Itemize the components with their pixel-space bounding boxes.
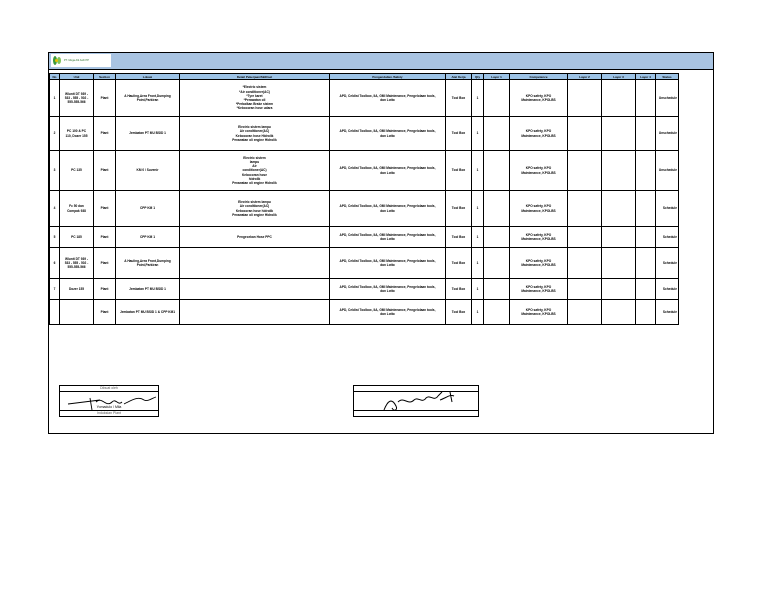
cell-line: hidrolik bbox=[248, 176, 261, 181]
column-header: Status bbox=[656, 74, 679, 80]
cell-line: lampu bbox=[249, 159, 260, 164]
cell-safety bbox=[330, 300, 446, 325]
empty-cell bbox=[636, 300, 656, 325]
cell-line: 533 - 555 - 502 - bbox=[64, 260, 89, 265]
cell-safety bbox=[330, 80, 446, 117]
signature-left-name: Yomadulo / Mila bbox=[96, 405, 122, 409]
empty-cell bbox=[602, 117, 636, 151]
cell-lokasi bbox=[116, 300, 180, 325]
cell-line: APD, Celdist Toolbox, IIA, GMI Maintenance, Pengelolaan tools, bbox=[339, 258, 436, 263]
cell-line: APD, Celdist Toolbox, IIA, GMI Maintenance, Pengelolaan tools, bbox=[339, 129, 436, 134]
cell-line: Maintenance, KPOLBS bbox=[521, 208, 556, 213]
company-logo bbox=[51, 54, 111, 67]
cell-tool: Tool Box bbox=[446, 80, 472, 117]
empty-cell bbox=[602, 227, 636, 248]
cell-no: 6 bbox=[50, 248, 60, 279]
cell-qty: 1 bbox=[472, 227, 484, 248]
cell-line: Kebocoran hose hidrolik bbox=[235, 208, 274, 213]
cell-tool: Tool Box bbox=[446, 279, 472, 300]
cell-line: Electric sistem lampu bbox=[238, 125, 271, 130]
cell-line: dan Lotto bbox=[380, 289, 395, 293]
column-header: Pengendalian /Safety bbox=[330, 74, 446, 80]
empty-cell bbox=[602, 151, 636, 191]
cell-line: Pengecekan Hose PPC bbox=[237, 234, 272, 239]
column-header: Layer 2 bbox=[568, 74, 602, 80]
cell-line: KPO safety, KPO bbox=[525, 284, 552, 289]
cell-status: Schedule bbox=[656, 300, 679, 325]
cell-status: Schedule bbox=[656, 248, 679, 279]
cell-lokasi bbox=[116, 117, 180, 151]
cell-line: PC 135 bbox=[71, 168, 82, 173]
cell-unit bbox=[60, 300, 94, 325]
empty-cell bbox=[568, 151, 602, 191]
cell-line: dan Lotto bbox=[380, 208, 395, 213]
cell-line: A Hauling,Area Front,Dumping bbox=[124, 93, 171, 98]
cell-line: KPO safety, KPO bbox=[525, 204, 552, 209]
cell-line: APD, Celdist Toolbox, IIA, GMI Maintenance, Pengelolaan tools, bbox=[339, 232, 436, 237]
column-header: Alat Kerja bbox=[446, 74, 472, 80]
cell-line: PC 185 bbox=[71, 234, 82, 239]
empty-cell bbox=[484, 80, 510, 117]
column-header: Section bbox=[94, 74, 116, 80]
signature-right bbox=[353, 385, 479, 417]
cell-tool: Tool Box bbox=[446, 227, 472, 248]
cell-lokasi bbox=[116, 191, 180, 227]
cell-section: Plant bbox=[94, 80, 116, 117]
cell-line: Perawatan oli engine Hidrolik bbox=[232, 137, 277, 142]
cell-status: Schedule bbox=[656, 279, 679, 300]
cell-unit bbox=[60, 227, 94, 248]
cell-section: Plant bbox=[94, 151, 116, 191]
cell-safety bbox=[330, 279, 446, 300]
cell-line: KPO safety, KPO bbox=[525, 307, 552, 312]
cell-line: Point,Parkiran bbox=[136, 98, 159, 102]
empty-cell bbox=[568, 279, 602, 300]
cell-line: APD, Celdist Toolbox, IIA, GMI Maintenance, Pengelolaan tools, bbox=[339, 166, 436, 171]
cell-line: Maintenance, KPOLBS bbox=[521, 98, 556, 102]
cell-qty: 1 bbox=[472, 300, 484, 325]
cell-line: PC 100 & PC bbox=[66, 129, 87, 134]
column-header: Unit bbox=[60, 74, 94, 80]
cell-line: Electric sistem bbox=[243, 155, 266, 160]
column-header: No bbox=[50, 74, 60, 80]
cell-line: APD, Celdist Toolbox, IIA, GMI Maintenance, Pengelolaan tools, bbox=[339, 204, 436, 209]
cell-competence bbox=[510, 279, 568, 300]
cell-tool: Tool Box bbox=[446, 117, 472, 151]
empty-cell bbox=[636, 80, 656, 117]
empty-cell bbox=[568, 117, 602, 151]
cell-line: Kebocoran hose Hidrolik bbox=[235, 133, 274, 138]
cell-status: Unschedule bbox=[656, 80, 679, 117]
cell-line: Air bbox=[252, 164, 257, 169]
cell-unit bbox=[60, 279, 94, 300]
cell-lokasi bbox=[116, 80, 180, 117]
cell-line: KPO safety, KPO bbox=[525, 93, 552, 98]
table-row bbox=[50, 300, 679, 325]
cell-line: Maintenance, KPOLBS bbox=[521, 170, 556, 175]
cell-detail bbox=[180, 80, 330, 117]
cell-line: Kebocoran hose bbox=[242, 172, 267, 177]
cell-no: 2 bbox=[50, 117, 60, 151]
empty-cell bbox=[484, 248, 510, 279]
cell-safety bbox=[330, 117, 446, 151]
cell-line: Maintenance, KPOLBS bbox=[521, 237, 556, 241]
job-table bbox=[49, 73, 679, 325]
cell-competence bbox=[510, 117, 568, 151]
cell-safety bbox=[330, 248, 446, 279]
empty-cell bbox=[568, 300, 602, 325]
cell-line: KPO safety, KPO bbox=[525, 166, 552, 171]
cell-line: 555-555-566 bbox=[67, 265, 86, 270]
cell-lokasi bbox=[116, 227, 180, 248]
cell-detail bbox=[180, 117, 330, 151]
cell-qty: 1 bbox=[472, 191, 484, 227]
cell-no: 3 bbox=[50, 151, 60, 191]
cell-qty: 1 bbox=[472, 151, 484, 191]
cell-line: APD, Celdist Toolbox, IIA, GMI Maintenance, Pengelolaan tools, bbox=[339, 307, 436, 312]
cell-detail bbox=[180, 151, 330, 191]
cell-line: Air conditioner(AC) bbox=[239, 129, 270, 134]
header-banner bbox=[49, 53, 713, 70]
cell-status: Schedule bbox=[656, 191, 679, 227]
column-header: Layer 3 bbox=[602, 74, 636, 80]
cell-line: APD, Celdist Toolbox, IIA, GMI Maintenance, Pengelolaan tools, bbox=[339, 93, 436, 98]
cell-tool: Tool Box bbox=[446, 300, 472, 325]
cell-unit bbox=[60, 151, 94, 191]
cell-line: *Perbaikan Brake sistem bbox=[235, 102, 274, 107]
cell-line: Maintenance, KPOLBS bbox=[521, 312, 556, 316]
cell-lokasi bbox=[116, 279, 180, 300]
cell-unit bbox=[60, 248, 94, 279]
cell-line: *Kebocoran hose udara bbox=[236, 106, 273, 111]
empty-cell bbox=[484, 300, 510, 325]
table-row bbox=[50, 248, 679, 279]
cell-detail bbox=[180, 191, 330, 227]
cell-no bbox=[50, 300, 60, 325]
empty-cell bbox=[602, 300, 636, 325]
column-header: Layer 1 bbox=[484, 74, 510, 80]
empty-cell bbox=[568, 227, 602, 248]
cell-line: dan Lotto bbox=[380, 237, 395, 241]
empty-cell bbox=[636, 227, 656, 248]
cell-line: conditioner(AC) bbox=[242, 168, 267, 173]
column-header: Detail Pekerjaan/Skill/set bbox=[180, 74, 330, 80]
cell-section: Plant bbox=[94, 191, 116, 227]
column-header: Qty bbox=[472, 74, 484, 80]
leaf-logo-icon bbox=[53, 56, 62, 65]
signature-left-role: Induksian Plant bbox=[97, 411, 121, 415]
table-row bbox=[50, 80, 679, 117]
cell-status: Unschedule bbox=[656, 151, 679, 191]
column-header: Competence bbox=[510, 74, 568, 80]
worksheet bbox=[48, 52, 714, 434]
cell-line: *Air conditioner(AC) bbox=[239, 89, 270, 94]
cell-competence bbox=[510, 248, 568, 279]
empty-cell bbox=[568, 248, 602, 279]
cell-lokasi bbox=[116, 151, 180, 191]
cell-detail bbox=[180, 227, 330, 248]
column-header: Layer 4 bbox=[636, 74, 656, 80]
cell-line: 533 - 555 - 502 - bbox=[64, 95, 89, 100]
cell-line: Dozer 155 bbox=[68, 286, 85, 291]
cell-competence bbox=[510, 80, 568, 117]
empty-cell bbox=[484, 117, 510, 151]
column-header: Lokasi bbox=[116, 74, 180, 80]
empty-cell bbox=[484, 279, 510, 300]
empty-cell bbox=[568, 191, 602, 227]
cell-section: Plant bbox=[94, 279, 116, 300]
empty-cell bbox=[484, 191, 510, 227]
cell-no: 7 bbox=[50, 279, 60, 300]
cell-line: APD, Celdist Toolbox, IIA, GMI Maintenance, Pengelolaan tools, bbox=[339, 284, 436, 289]
cell-line: Jembatan PT MU BSID 1 bbox=[129, 286, 166, 291]
cell-safety bbox=[330, 227, 446, 248]
cell-line: *Tyre karet bbox=[246, 93, 263, 98]
cell-tool: Tool Box bbox=[446, 248, 472, 279]
cell-safety bbox=[330, 151, 446, 191]
handwritten-signature-left bbox=[60, 392, 160, 412]
cell-line: Air conditioner(AC) bbox=[239, 204, 270, 209]
cell-line: Perawatan oli engine Hidrolik bbox=[232, 181, 277, 185]
cell-unit bbox=[60, 80, 94, 117]
cell-no: 4 bbox=[50, 191, 60, 227]
cell-line: dan Lotto bbox=[380, 170, 395, 175]
cell-line: KM 0 / Suvenir bbox=[136, 168, 159, 173]
empty-cell bbox=[484, 227, 510, 248]
cell-line: KPO safety, KPO bbox=[525, 258, 552, 263]
cell-line: Maintenance, KPOLBS bbox=[521, 263, 556, 267]
cell-line: dan Lotto bbox=[380, 133, 395, 138]
cell-competence bbox=[510, 227, 568, 248]
cell-tool: Tool Box bbox=[446, 191, 472, 227]
cell-line: Jembatan PT MU BSID 1 bbox=[129, 131, 166, 136]
cell-detail bbox=[180, 300, 330, 325]
empty-cell bbox=[602, 80, 636, 117]
cell-lokasi bbox=[116, 248, 180, 279]
empty-cell bbox=[484, 151, 510, 191]
empty-cell bbox=[636, 191, 656, 227]
empty-cell bbox=[636, 117, 656, 151]
cell-line: Fc 50 dan bbox=[69, 204, 84, 209]
empty-cell bbox=[636, 279, 656, 300]
cell-line: CPP KM 1 bbox=[140, 234, 155, 239]
cell-qty: 1 bbox=[472, 80, 484, 117]
cell-line: Maintenance, KPOLBS bbox=[521, 133, 556, 138]
table-row bbox=[50, 191, 679, 227]
cell-line: Electric sistem lampu bbox=[238, 200, 271, 205]
cell-line: 110, Dozer 155 bbox=[65, 133, 88, 138]
empty-cell bbox=[602, 279, 636, 300]
cell-status: Schedule bbox=[656, 227, 679, 248]
cell-competence bbox=[510, 191, 568, 227]
cell-line: dan Lotto bbox=[380, 263, 395, 267]
cell-competence bbox=[510, 151, 568, 191]
cell-detail bbox=[180, 279, 330, 300]
cell-status: Unschedule bbox=[656, 117, 679, 151]
cell-tool: Tool Box bbox=[446, 151, 472, 191]
cell-line: Wlunit DT 939 - bbox=[64, 91, 89, 96]
cell-line: *Electric sistem bbox=[242, 85, 267, 90]
cell-line: 555-555-566 bbox=[67, 100, 86, 105]
cell-safety bbox=[330, 191, 446, 227]
table-row bbox=[50, 279, 679, 300]
cell-detail bbox=[180, 248, 330, 279]
empty-cell bbox=[636, 248, 656, 279]
signature-left-title: Dibuat oleh bbox=[100, 386, 118, 390]
cell-line: Jembatan PT MU BSID 1 & CPP KM1 bbox=[119, 309, 176, 314]
cell-line: KPO safety, KPO bbox=[525, 129, 552, 134]
cell-qty: 1 bbox=[472, 279, 484, 300]
cell-line: Point,Parkiran bbox=[136, 263, 159, 267]
empty-cell bbox=[602, 248, 636, 279]
cell-line: CPP KM 1 bbox=[140, 206, 155, 211]
cell-line: KPO safety, KPO bbox=[525, 232, 552, 237]
cell-line: dan Lotto bbox=[380, 98, 395, 102]
cell-qty: 1 bbox=[472, 117, 484, 151]
empty-cell bbox=[636, 151, 656, 191]
cell-line: Wlunit DT 939 - bbox=[64, 256, 89, 261]
cell-competence bbox=[510, 300, 568, 325]
cell-section: Plant bbox=[94, 248, 116, 279]
cell-line: Compak 938 bbox=[67, 208, 86, 213]
table-row bbox=[50, 151, 679, 191]
cell-line: A Hauling,Area Front,Dumping bbox=[124, 258, 171, 263]
cell-line: *Perawatan oli bbox=[243, 98, 266, 102]
cell-no: 1 bbox=[50, 80, 60, 117]
cell-no: 5 bbox=[50, 227, 60, 248]
table-row bbox=[50, 227, 679, 248]
cell-line: Maintenance, KPOLBS bbox=[521, 289, 556, 293]
cell-section: Plant bbox=[94, 300, 116, 325]
empty-cell bbox=[602, 191, 636, 227]
signature-left bbox=[59, 385, 159, 417]
cell-section: Plant bbox=[94, 117, 116, 151]
table-row bbox=[50, 117, 679, 151]
cell-qty: 1 bbox=[472, 248, 484, 279]
cell-unit bbox=[60, 117, 94, 151]
empty-cell bbox=[568, 80, 602, 117]
cell-line: Perawatan oli engine Hidrolik bbox=[232, 212, 277, 217]
cell-unit bbox=[60, 191, 94, 227]
cell-section: Plant bbox=[94, 227, 116, 248]
cell-line: dan Lotto bbox=[380, 312, 395, 316]
company-name: PT. Mega Alit Asih PP bbox=[64, 59, 89, 62]
